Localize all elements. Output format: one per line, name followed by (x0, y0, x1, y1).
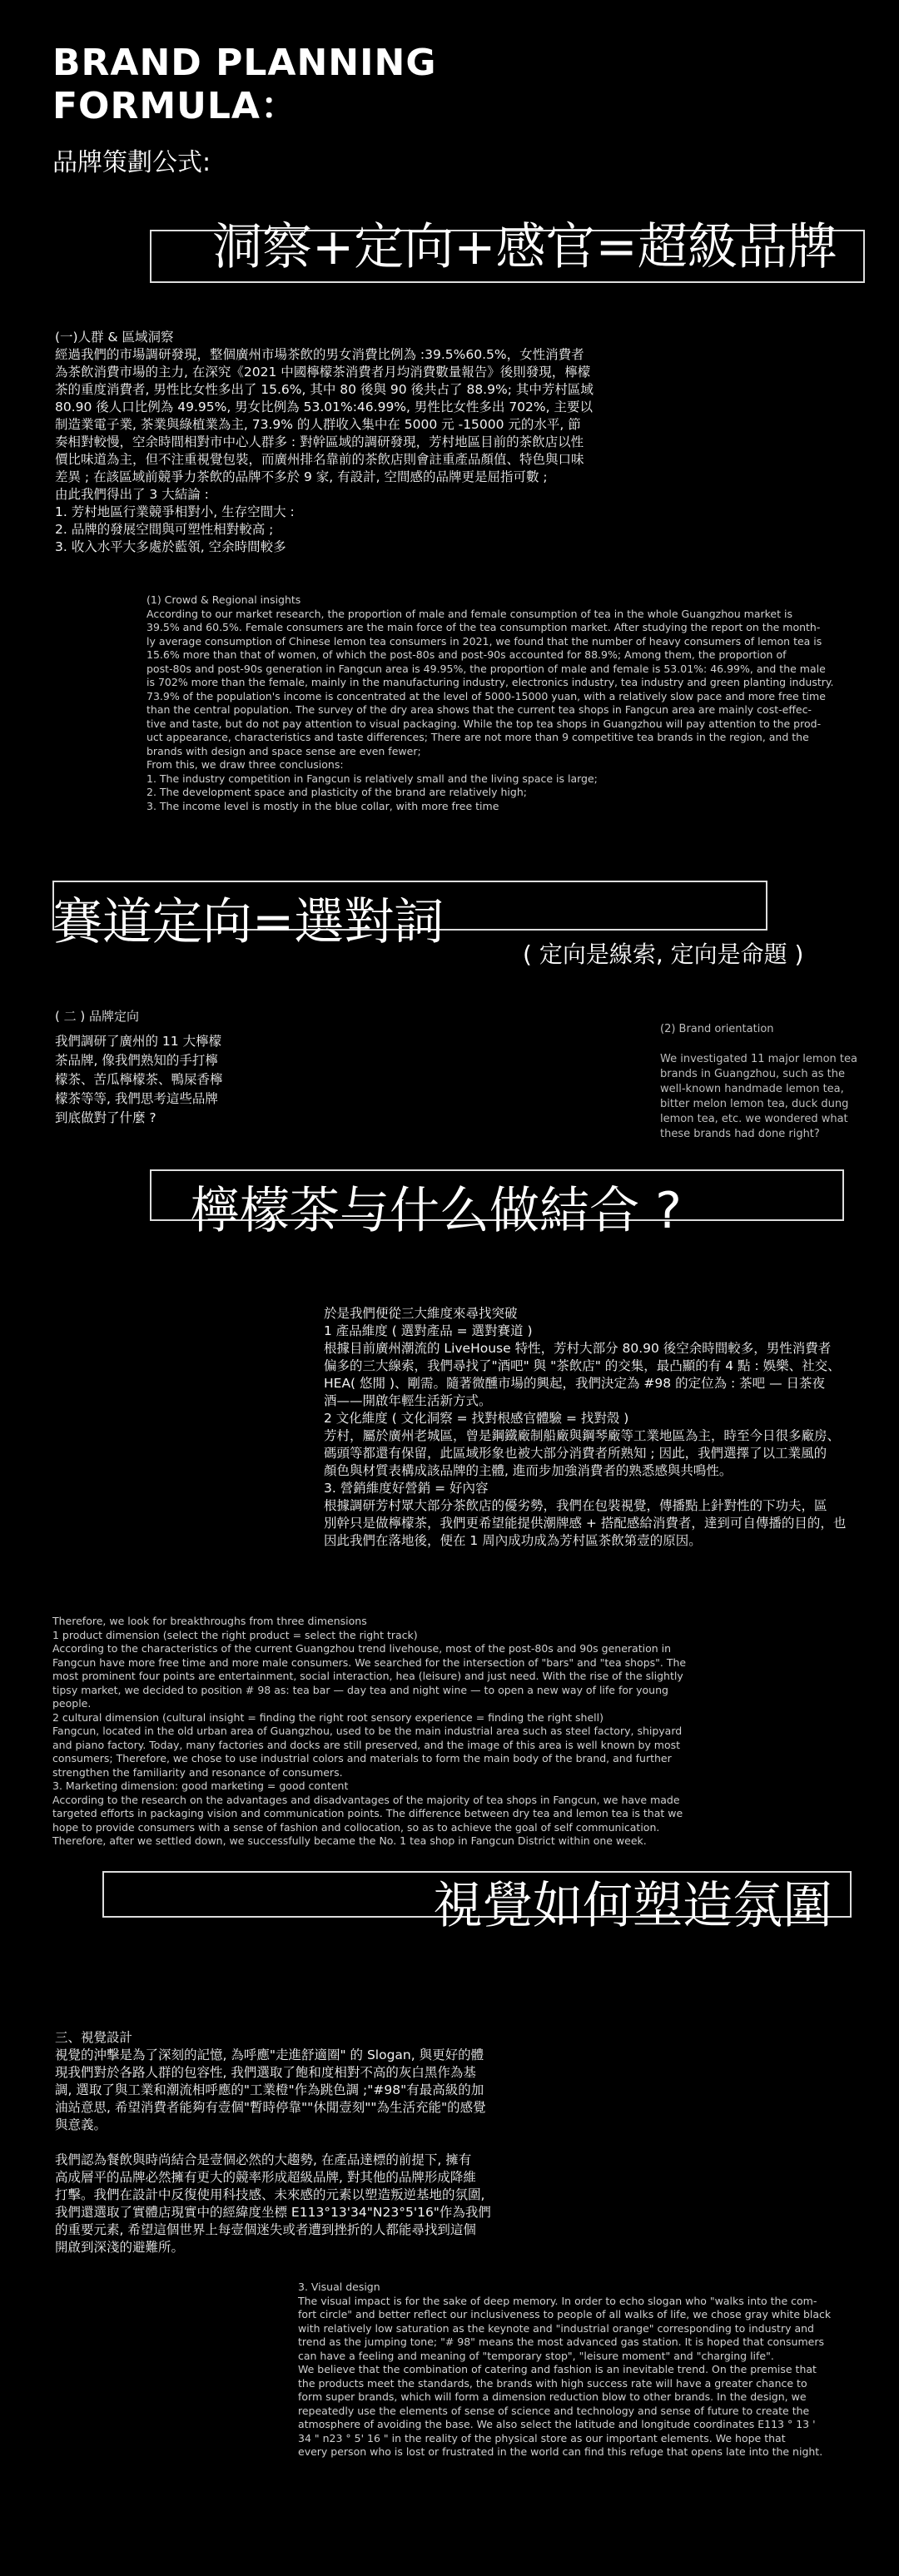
section4-slogan: 視覺如何塑造氛圍 (433, 1877, 832, 1935)
section1-cn-text: (一)人群 & 區域洞察 經過我們的市場調研發現，整個廣州市場茶飲的男女消費比例為 :39.5%60.5%，女性消費者 為茶飲消費市場的主力, 在深究《2021 中國檸檬茶消費者月均消費數量報告》後則發現，檸檬 茶的重度消費者, 男性比女性多出了 15.6%, 其中 80 後與 90 後共占了 88.9%; 其中芳村區域 80.90 後人口比例為 49.95%, 男女比例為 53.01%:46.99%, 男性比女性多出 702%, 主要以 制造業電子業, 茶業與綠植業為主, 73.9% 的人群收入集中在 5000 元 -15000 元的水平, 節 奏相對較慢，空余時間相對市中心人群多 : 對幹區域的調研發現，芳村地區目前的茶飲店以性 價比味道為主，但不注重視覺包裝，而廣州排名靠前的茶飲店則會註重產品顏值、特色與口味 差異 ; 在該區域前競爭力茶飲的品牌不多於 9 家, 有設計, 空間感的品牌更是屈指可數 ; 由此我們得出了 3 大結論 : 1. 芳村地區行業競爭相對小, 生存空間大 : 2. 品牌的發展空間與可塑性相對較高 ; 3. 收入水平大多處於藍領, 空余時間較多 (55, 330, 594, 554)
section4-en-text: 3. Visual design The visual impact is for the sake of deep memory. In order to echo slogan who "walks into the com- fort circle" and better reflect our inclusiveness to people of all walks of life, we chose gray white black with relatively low saturation as the keynote and "industrial orange" corresponding to industry and trend as the jumping tone; "# 98" means the most advanced gas station. It is hoped that consumers can have a feeling and meaning of "temporary stop", "leisure moment" and "charging life". We believe that the combination of catering and fashion is an inevitable trend. On the premise that the products meet the standards, the brands with high success rate will have a greater chance to form super brands, which will form a dimension reduction blow to other brands. In the design, we repeatedly use the elements of sense of science and technology and sense of future to create the atmosphere of avoiding the base. We also select the latitude and longitude coordinates E113 ° 13 ' 34 " n23 ° 5' 16 " in the reality of the physical store as our important elements. We hope that every person who is lost or frustrated in the world can find this refuge that opens late into the night. (298, 2281, 832, 2458)
section3-en-text: Therefore, we look for breakthroughs from three dimensions 1 product dimension (select the right product = select the right track) According to the characteristics of the current Guangzhou trend livehouse, most of the post-80s and 90s generation in Fangcun have more free time and more male consumers. We searched for the intersection of "bars" and "tea shops". The most prominent four points are entertainment, social interaction, hea (leisure) and just need. With the rise of the slightly tipsy market, we decided to position # 98 as: tea bar — day tea and night wine — to open a new way of life for young people. 2 cultural dimension (cultural insight = finding the right root sensory experience = finding the right shell) Fangcun, located in the old urban area of Guangzhou, used to be the main industrial area such as steel factory, shipyard and piano factory. Today, many factories and docks are still preserved, and the image of this area is well known by most consumers; Therefore, we chose to use industrial colors and materials to form the main body of the brand, and further strengthen the familiarity and resonance of consumers. 3. Marketing dimension: good marketing = good content According to the research on the advantages and disadvantages of the majority of tea shops in Fangcun, we have made targeted efforts in packaging vision and communication points. The difference between dry tea and lemon tea is that we hope to provide consumers with a sense of fashion and collocation, so as to achieve the goal of self communication. Therefore, after we settled down, we successfully became the No. 1 tea shop in Fangcun District within one week. (52, 1615, 687, 1847)
section2-slogan: 賽道定向=選對詞 (52, 893, 445, 951)
section2-en-text: We investigated 11 major lemon tea brands in Guangzhou, such as the well-known handmade lemon tea, bitter melon lemon tea, duck dung lemon tea, etc. we wondered what these brands had done right? (660, 1053, 857, 1140)
page-subtitle: 品牌策劃公式: (52, 148, 211, 177)
section2-en-label: (2) Brand orientation (660, 1023, 774, 1035)
section3-slogan: 檸檬茶与什么做結合 ? (190, 1182, 682, 1240)
section4-cn-text: 三、視覺設計 視覺的沖擊是為了深刻的記憶, 為呼應"走進舒適圈" 的 Slogan, 與更好的體 現我們對於各路人群的包容性, 我們選取了飽和度相對不高的灰白黑作為基 調, 選取了與工業和潮流相呼應的"工業橙"作為跳色調 ;"#98"有最高級的加 油站意思, 希望消費者能夠有壹個"暫時停靠""休閒壹刻""為生活充能"的感覺 與意義。 我們認為餐飲與時尚結合是壹個必然的大趨勢, 在產品達標的前提下, 擁有 高成層平的品牌必然擁有更大的競率形成超級品牌, 對其他的品牌形成降維 打擊。我們在設計中反復使用科技感、未來感的元素以塑造叛逆基地的氛圍, 我們還選取了實體店現實中的經緯度坐標 E113°13'34"N23°5'16"作為我們 的重要元素, 希望這個世界上每壹個迷失或者遭到挫折的人都能尋找到這個 開啟到深淺的避難所。 (55, 2030, 491, 2255)
section1-slogan: 洞察+定向+感官=超級品牌 (212, 218, 837, 276)
page-title (52, 42, 436, 128)
title-line-1: BRAND PLANNING (52, 42, 437, 84)
section2-cn-label: ( 二 ) 品牌定向 (55, 1009, 140, 1024)
section3-cn-text: 於是我們便從三大維度來尋找突破 1 產品維度 ( 選對產品 = 選對賽道 ) 根據目前廣州潮流的 LiveHouse 特性，芳村大部分 80.90 後空余時間較多，男性消費者 偏多的三大線索，我們尋找了"酒吧" 與 "茶飲店" 的交集，最凸顯的有 4 點 : 娛樂、社交、 HEA( 悠閒 )、剛需。隨著微醺市場的興起，我們決定為 #98 的定位為 : 茶吧 — 日茶夜 酒——開啟年輕生活新方式。 2 文化維度 ( 文化洞察 = 找對根感官體驗 = 找對殼 ) 芳村，屬於廣州老城區，曾是鋼鐵廠制船廠與鋼琴廠等工業地區為主，時至今日很多廠房、 碼頭等都還有保留，此區域形象也被大部分消費者所熟知 ; 因此，我們選擇了以工業風的 顏色與材質表構成該品牌的主體, 進而步加強消費者的熟悉感與共鳴性。 3. 營銷維度好營銷 = 好內容 根據調研芳村眾大部分茶飲店的優劣勢，我們在包裝視覺，傳播點上針對性的下功夫，區 別幹只是做檸檬茶，我們更希望能提供潮牌感 + 搭配感給消費者，達到可自傳播的目的，也 因此我們在落地後，便在 1 周內成功成為芳村區茶飲第壹的原因。 (324, 1306, 847, 1548)
section2-sub-slogan: ( 定向是線索, 定向是命題 ) (523, 941, 804, 968)
section2-cn-text: 我們調研了廣州的 11 大檸檬 茶品牌, 像我們熟知的手打檸 檬茶、苦瓜檸檬茶、鴨屎香檸 檬茶等等, 我們思考這些品牌 到底做對了什麼 ? (55, 1034, 223, 1125)
section1-en-text: (1) Crowd & Regional insights According to our market research, the proportion of male and female consumption of tea in the whole Guangzhou market is 39.5% and 60.5%. Female consumers are the main force of the tea consumption market. After studying the report on the month- ly average consumption of Chinese lemon tea consumers in 2021, we found that the number of heavy consumers of lemon tea is 15.6% more than that of women, of which the post-80s and post-90s accounted for 88.9%; Among them, the proportion of post-80s and post-90s generation in Fangcun area is 49.95%, the proportion of male and female is 53.01%: 46.99%, and the male is 702% more than the female, mainly in the manufacturing industry, electronics industry, tea industry and green planting industry. 73.9% of the population's income is concentrated at the level of 5000-15000 yuan, with a relatively slow pace and more free time than the central population. The survey of the dry area shows that the current tea shops in Fangcun area are mainly cost-effec- tive and taste, but do not pay attention to visual packaging. While the top tea shops in Guangzhou will pay attention to the prod- uct appearance, characteristics and taste differences; There are not more than 9 competitive tea brands in the region, and the brands with design and space sense are even fewer; From this, we draw three conclusions: 1. The industry competition in Fangcun is relatively small and the living space is large; 2. The development space and plasticity of the brand are relatively high; 3. The income level is mostly in the blue collar, with more free time (147, 593, 834, 812)
title-line-2: FORMULA： (52, 85, 298, 127)
